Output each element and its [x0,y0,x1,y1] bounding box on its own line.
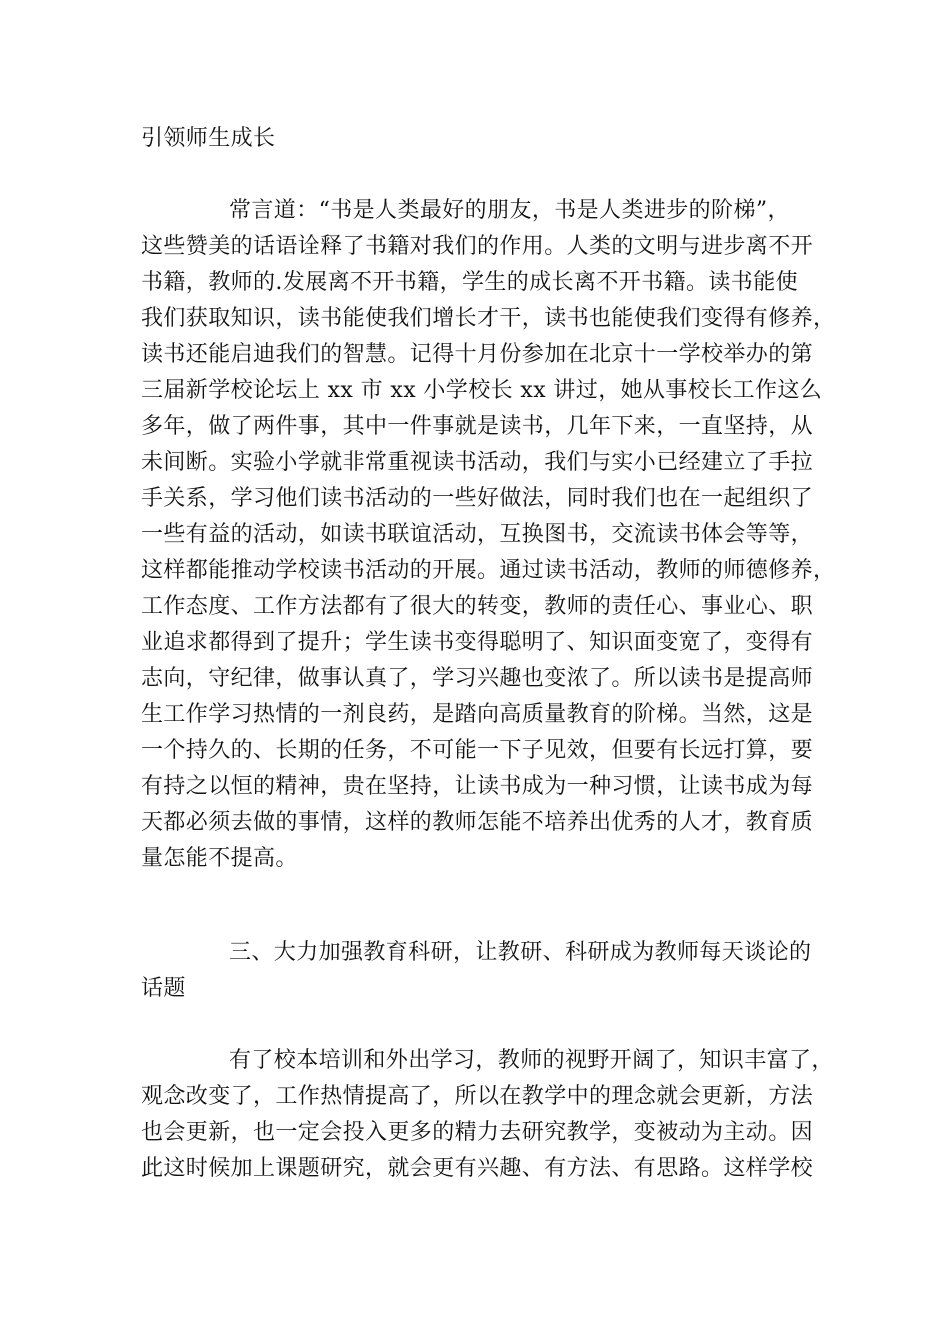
paragraph-line: 业追求都得到了提升；学生读书变得聪明了、知识面变宽了，变得有 [141,630,814,655]
paragraph-line: 手关系，学习他们读书活动的一些好做法，同时我们也在一起组织了 [141,486,814,511]
section-heading: 引领师生成长 [141,126,276,151]
paragraph-line: 多年，做了两件事，其中一件事就是读书，几年下来，一直坚持，从 [141,414,814,439]
paragraph-line: 有了校本培训和外出学习，教师的视野开阔了，知识丰富了， [229,1048,834,1073]
paragraph-line: 读书还能启迪我们的智慧。记得十月份参加在北京十一学校举办的第 [141,342,814,367]
paragraph-line: 未间断。实验小学就非常重视读书活动，我们与实小已经建立了手拉 [141,450,814,475]
paragraph-line: 工作态度、工作方法都有了很大的转变，教师的责任心、事业心、职 [141,594,814,619]
section-3-heading: 三、大力加强教育科研，让教研、科研成为教师每天谈论的 [229,940,812,965]
paragraph-line: 一些有益的活动，如读书联谊活动，互换图书，交流读书体会等等， [141,522,814,547]
paragraph-line: 量怎能不提高。 [141,846,298,871]
paragraph-line: 书籍，教师的.发展离不开书籍，学生的成长离不开书籍。读书能使 [141,270,798,295]
paragraph-line: 常言道：“书是人类最好的朋友，书是人类进步的阶梯”， [229,198,790,223]
paragraph-line: 生工作学习热情的一剂良药，是踏向高质量教育的阶梯。当然，这是 [141,702,814,727]
paragraph-line: 我们获取知识，读书能使我们增长才干，读书也能使我们变得有修养， [141,306,836,331]
paragraph-line: 这些赞美的话语诠释了书籍对我们的作用。人类的文明与进步离不开 [141,234,814,259]
paragraph-line: 观念改变了，工作热情提高了，所以在教学中的理念就会更新，方法 [141,1084,814,1109]
paragraph-line: 有持之以恒的精神，贵在坚持，让读书成为一种习惯，让读书成为每 [141,774,814,799]
section-3-heading-continued: 话题 [141,976,186,1001]
paragraph-line: 志向，守纪律，做事认真了，学习兴趣也变浓了。所以读书是提高师 [141,666,814,691]
paragraph-line: 也会更新，也一定会投入更多的精力去研究教学，变被动为主动。因 [141,1120,814,1145]
paragraph-line: 这样都能推动学校读书活动的开展。通过读书活动，教师的师德修养， [141,558,836,583]
paragraph-line: 天都必须去做的事情，这样的教师怎能不培养出优秀的人才，教育质 [141,810,814,835]
paragraph-line: 三届新学校论坛上 xx 市 xx 小学校长 xx 讲过，她从事校长工作这么 [141,378,823,403]
paragraph-line: 此这时候加上课题研究，就会更有兴趣、有方法、有思路。这样学校 [141,1156,814,1181]
paragraph-line: 一个持久的、长期的任务，不可能一下子见效，但要有长远打算，要 [141,738,814,763]
